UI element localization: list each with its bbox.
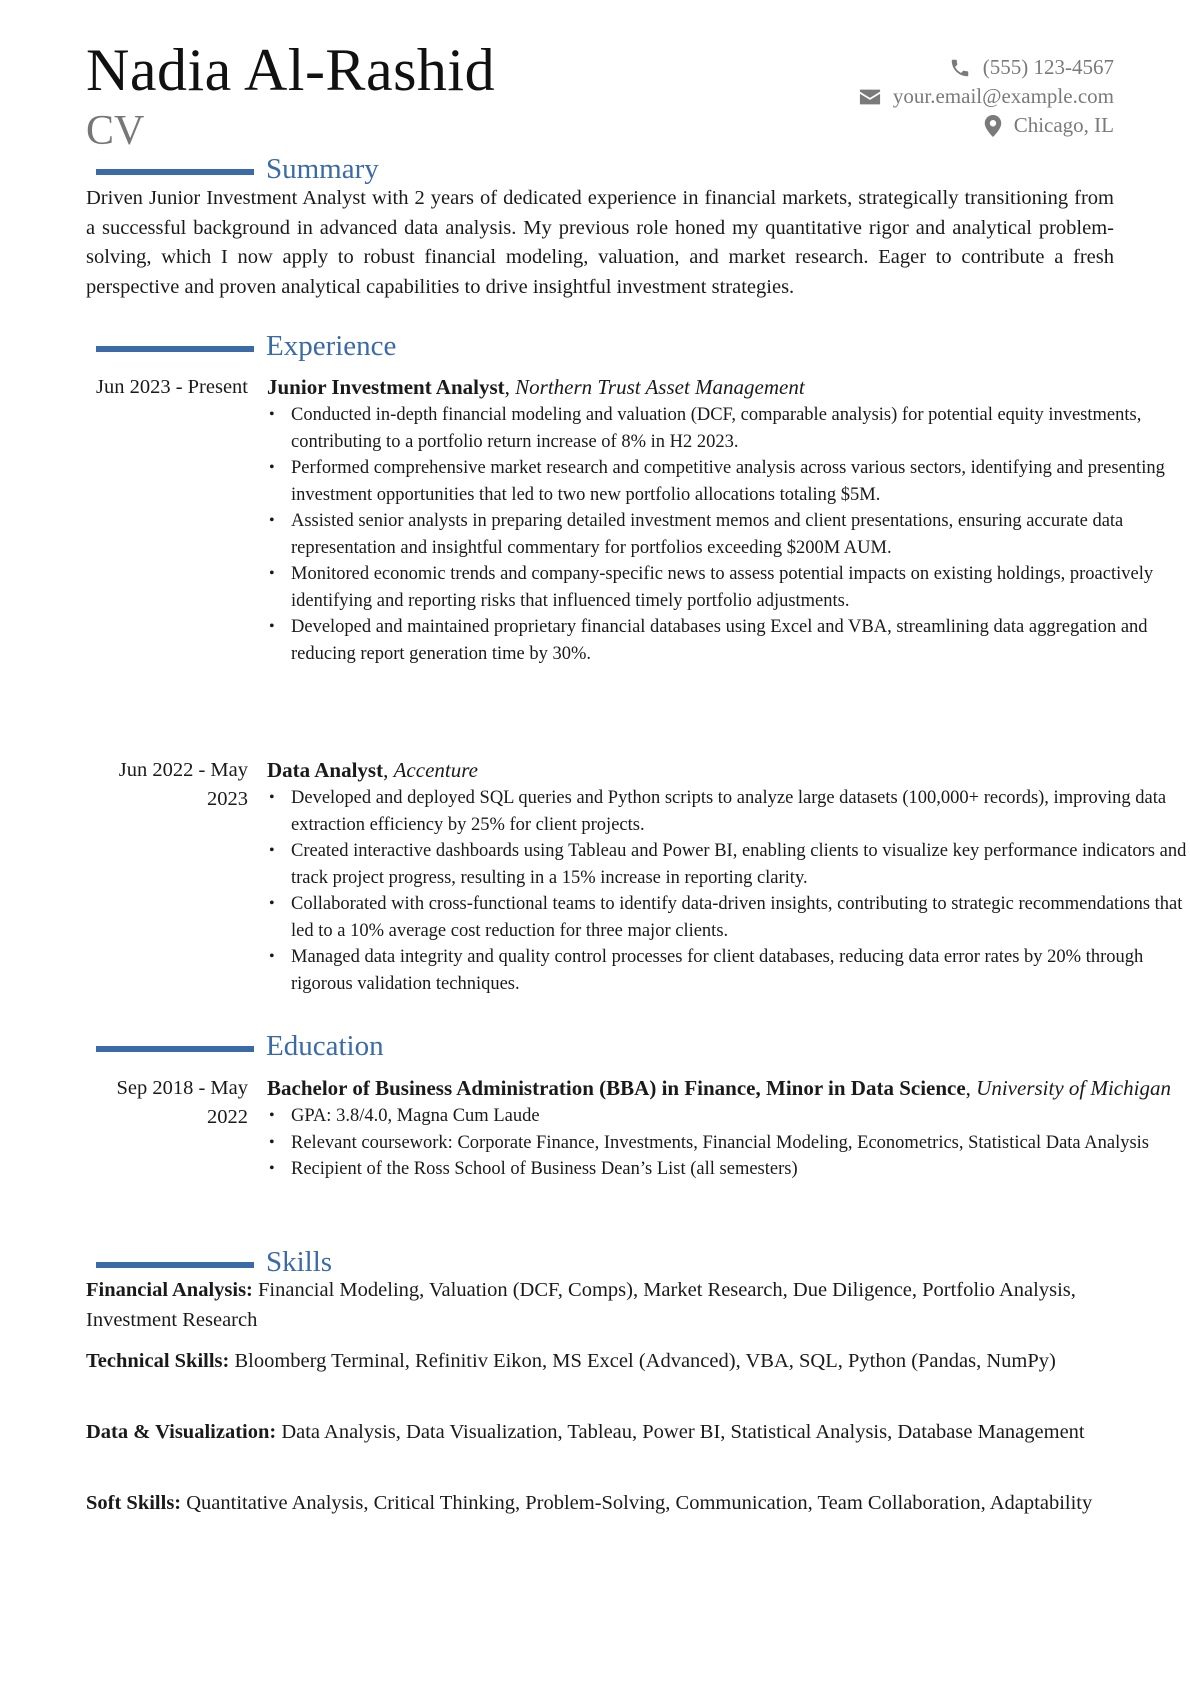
- entry-organization: Accenture: [393, 758, 478, 782]
- contact-location: [859, 111, 1114, 140]
- skill-text: Bloomberg Terminal, Refinitiv Eikon, MS Excel (Advanced), VBA, SQL, Python (Pandas, NumPy): [234, 1350, 1056, 1372]
- skill-label: Soft Skills:: [86, 1492, 182, 1514]
- skill-text: Data Analysis, Data Visualization, Tableau, Power BI, Statistical Analysis, Database Management: [281, 1421, 1085, 1443]
- entry-date: Jun 2022 - May 2023: [118, 759, 248, 810]
- bullet-item: • Developed and deployed SQL queries and Python scripts to analyze large datasets (100,000+ records), improving data extraction efficiency by 25% for client projects.: [291, 785, 1187, 838]
- document-label: CV: [86, 108, 145, 154]
- entry-role: Bachelor of Business Administration (BBA) in Finance, Minor in Data Science, University of Michigan: [267, 1076, 1171, 1100]
- map-pin-icon: [984, 115, 1002, 137]
- skill-line: [86, 1276, 1106, 1335]
- section-title: Education: [266, 1030, 384, 1062]
- entry-content: [267, 1074, 1187, 1183]
- skill-text: Financial Modeling, Valuation (DCF, Comps), Market Research, Due Diligence, Portfolio Analysis, Investment Research: [86, 1279, 1076, 1331]
- section-accent-bar: [96, 346, 254, 352]
- envelope-icon: [859, 88, 881, 106]
- bullet-item: • Monitored economic trends and company-specific news to assess potential impacts on existing holdings, proactively identifying and reporting risks that influenced timely portfolio adjustments.: [291, 561, 1187, 614]
- entry-content: [267, 373, 1187, 667]
- bullet-item: • GPA: 3.8/4.0, Magna Cum Laude: [291, 1103, 1187, 1130]
- summary-paragraph: Driven Junior Investment Analyst with 2 years of dedicated experience in financial markets, strategically transitioning from a successful background in advanced data analysis. My previous role honed my quantitative rigor and analytical problem-solving, which I now apply to robust financial modeling, valuation, and market research. Eager to contribute a fresh perspective and proven analytical capabilities to drive insightful investment strategies.: [86, 187, 1114, 298]
- email-link[interactable]: your.email@example.com: [892, 84, 1114, 108]
- bullet-item: • Relevant coursework: Corporate Finance, Investments, Financial Modeling, Econometrics, Statistical Data Analysis: [291, 1130, 1187, 1157]
- entry-organization: University of Michigan: [976, 1076, 1171, 1100]
- contact-email: [859, 82, 1114, 111]
- section-accent-bar: [96, 1262, 254, 1268]
- skill-label: Financial Analysis:: [86, 1279, 253, 1301]
- section-accent-bar: [96, 1046, 254, 1052]
- skill-line: [86, 1347, 1106, 1377]
- bullet-item: • Developed and maintained proprietary financial databases using Excel and VBA, streamlining data aggregation and reducing report generation time by 30%.: [291, 614, 1187, 667]
- bullet-item: • Recipient of the Ross School of Business Dean’s List (all semesters): [291, 1156, 1187, 1183]
- entry-date: Jun 2023 - Present: [95, 376, 248, 398]
- candidate-name: Nadia Al-Rashid: [86, 37, 496, 103]
- bullet-item: • Collaborated with cross-functional teams to identify data-driven insights, contributing to strategic recommendations that led to a 10% average cost reduction for three major clients.: [291, 891, 1187, 944]
- bullet-item: • Performed comprehensive market research and competitive analysis across various sectors, identifying and presenting investment opportunities that led to two new portfolio allocations totaling $5M.: [291, 455, 1187, 508]
- bullet-item: • Managed data integrity and quality control processes for client databases, reducing data error rates by 20% through rigorous validation techniques.: [291, 944, 1187, 997]
- section-accent-bar: [96, 169, 254, 175]
- entry-content: [267, 756, 1187, 997]
- contact-block: [859, 53, 1114, 140]
- entry-date: Sep 2018 - May 2022: [116, 1077, 248, 1128]
- skill-line: [86, 1418, 1106, 1448]
- section-title: Experience: [266, 330, 397, 362]
- entry-title: Data Analyst: [267, 758, 384, 782]
- skill-text: Quantitative Analysis, Critical Thinking, Problem-Solving, Communication, Team Collaboration, Adaptability: [186, 1492, 1093, 1514]
- entry-bullets: [267, 402, 1187, 667]
- entry-title: Junior Investment Analyst: [267, 375, 505, 399]
- bullet-item: • Conducted in-depth financial modeling and valuation (DCF, comparable analysis) for potential equity investments, contributing to a portfolio return increase of 8% in H2 2023.: [291, 402, 1187, 455]
- skill-line: [86, 1489, 1106, 1519]
- contact-phone: [859, 53, 1114, 82]
- skill-label: Data & Visualization:: [86, 1421, 277, 1443]
- entry-role: Data Analyst, Accenture: [267, 758, 478, 782]
- entry-organization: Northern Trust Asset Management: [515, 375, 805, 399]
- bullet-item: • Assisted senior analysts in preparing detailed investment memos and client presentations, ensuring accurate data representation and insightful commentary for portfolios exceeding $200M AUM.: [291, 508, 1187, 561]
- section-title: Summary: [266, 153, 379, 185]
- bullet-item: • Created interactive dashboards using Tableau and Power BI, enabling clients to visualize key performance indicators and track project progress, resulting in a 15% increase in reporting clarity.: [291, 838, 1187, 891]
- entry-role: Junior Investment Analyst, Northern Trust Asset Management: [267, 375, 805, 399]
- entry-bullets: [267, 1103, 1187, 1183]
- location-text: Chicago, IL: [1013, 113, 1114, 137]
- skill-label: Technical Skills:: [86, 1350, 230, 1372]
- phone-icon: [949, 57, 971, 79]
- entry-title: Bachelor of Business Administration (BBA) in Finance, Minor in Data Science: [267, 1076, 966, 1100]
- entry-bullets: [267, 785, 1187, 997]
- phone-text: (555) 123-4567: [982, 55, 1114, 79]
- section-title: Skills: [266, 1246, 333, 1278]
